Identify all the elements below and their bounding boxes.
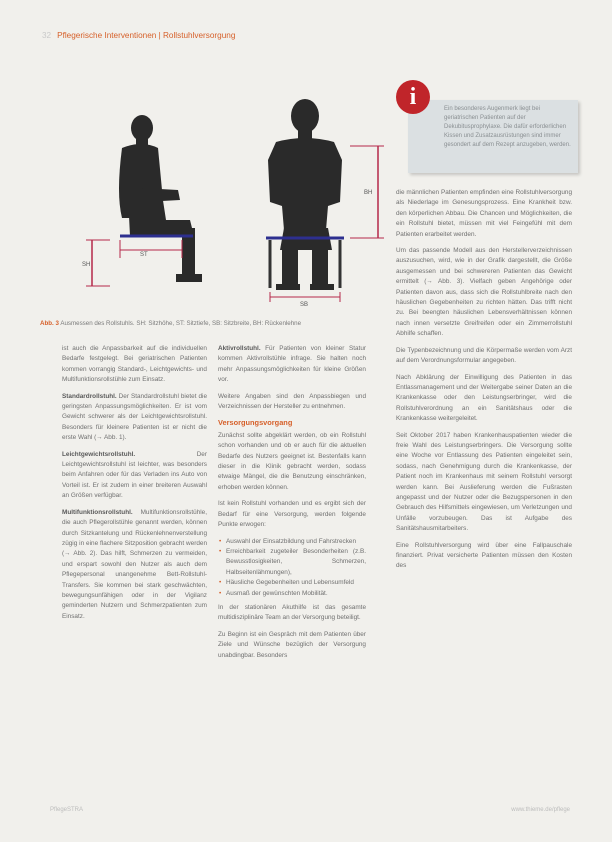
footer-website: www.thieme.de/pflege	[511, 807, 570, 813]
figure-caption	[40, 320, 390, 328]
caption-text: Ausmessen des Rollstuhls. SH: Sitzhöhe, ST: Sitztiefe, SB: Sitzbreite, BH: Rückenlehne	[60, 320, 302, 327]
section-heading: Versorgungsvorgang	[218, 418, 293, 428]
running-title: Pflegerische Interventionen | Rollstuhlversorgung	[57, 31, 236, 40]
running-header	[42, 31, 235, 40]
front-view-silhouette	[268, 99, 342, 290]
term-active: Aktivrollstuhl.	[218, 345, 261, 352]
info-box	[408, 100, 578, 173]
bullet-list	[218, 537, 366, 599]
footer-journal: PflegeSTRA	[50, 807, 84, 813]
paragraph: Leichtgewichtsrollstuhl. Der Leichtgewichtsrollstuhl ist leichter, was besonders beim Anfahren oder für das Verladen ins Auto von Vorteil ist. Er ist zudem in einer breiteren Auswahl an Größen verfügbar.	[62, 450, 207, 500]
paragraph: Nach Abklärung der Einwilligung des Patienten in das Entlassmanagement und der Weitergabe seiner Daten an die Krankenkasse oder den Leistungserbringer, wird die Rollstuhlverordnung an ein Sanitätshaus oder die Krankenkasse weitergeleitet.	[396, 373, 572, 423]
info-text: Ein besonderes Augenmerk liegt bei geriatrischen Patienten auf der Dekubitusprophylaxe. Die dafür erforderlichen Kissen und Zusatzausrüstungen sind immer gesondert auf dem Rezept anzugeben, werden.	[444, 106, 571, 149]
paragraph: Zu Beginn ist ein Gespräch mit dem Patienten über Ziele und Wünsche bezüglich der Versorgung unabdingbar. Besonders	[218, 630, 366, 659]
paragraph: Seit Oktober 2017 haben Krankenhauspatienten wieder die freie Wahl des Leistungserbringers. Die Versorgung sollte eine Woche vor Entlassung des Patienten eingeleitet sein, sodass, nach Genehmigung durch die Krankenkasse, der Patient noch im Krankenhaus mit seinem Rollstuhl versorgt werden kann. Bei Auslieferung werden die Fußrasten angepasst und der Nutzer oder die Bezugspersonen in den Gebrauch des Hilfsmittels eingewiesen, um Verletzungen und Unfälle vorzubeugen. Das ist Aufgabe des Sanitätshausmitarbeiters.	[396, 431, 572, 533]
term-light: Leichtgewichtsrollstuhl.	[62, 450, 136, 458]
paragraph: ist auch die Anpassbarkeit auf die individuellen Bedarfe festgelegt. Bei geriatrischen Patienten kommen vorrangig Standard-, Leichtgewichts- und Multifunktionsrollstühle zum Einsatz.	[62, 345, 207, 384]
paragraph: die männlichen Patienten empfinden eine Rollstuhlversorgung als Niederlage im Genesungsprozess. Eine Krankheit bzw. den körperlichen Abbau. Die Chancen und Möglichkeiten, die ein Rollstuhl bietet, müssen mit viel Feingefühl mit dem Patienten erarbeitet werden.	[396, 189, 572, 238]
caption-label: Abb. 3	[40, 320, 59, 327]
paragraph: Ist kein Rollstuhl vorhanden und es ergibt sich der Bedarf für eine Versorgung, werden folgende Punkte erwogen:	[218, 500, 366, 529]
label-bh: BH	[364, 190, 373, 196]
paragraph: Die Typenbezeichnung und die Körpermaße werden vom Arzt auf dem Verordnungsformular angegeben.	[396, 346, 572, 365]
paragraph: Eine Rollstuhlversorgung wird über eine Fallpauschale finanziert. Privat versicherte Patienten müssen den Kosten des	[396, 541, 572, 570]
text-column-2	[218, 344, 366, 667]
paragraph: Zunächst sollte abgeklärt werden, ob ein Rollstuhl schon vorhanden und ob er auch für die aktuellen Bedarfe des Nutzers geeignet ist. Bestenfalls kann dieser in die Klinik gebracht werden, sodass etwaige Mängel, die die Benutzung einschränken, erhoben werden können.	[218, 431, 366, 491]
side-view-silhouette	[119, 115, 202, 282]
label-st: ST	[140, 252, 148, 258]
term-standard: Standardrollstuhl.	[62, 392, 117, 400]
label-sh: SH	[82, 262, 91, 268]
text-column-1	[62, 344, 207, 628]
wheelchair-measurement-figure	[70, 90, 400, 310]
paragraph: Multifunktionsrollstuhl. Multifunktionsrollstühle, die auch Pflegerollstühle genannt werden, können durch Sitzkantelung und Rückenlehnenverstellung zügig in eine flachere Sitzposition gebracht werden (→ Abb. 2). Das hilft, Schmerzen zu vermeiden, und erspart sowohl den Nutzer als auch dem Pflegepersonal unangenehme Bett-Rollstuhl-Transfers. Sie kommen bei stark geschwächten, bewegungsunfähigen oder in der Vigilanz geminderten Nutzern und Schmerzpatienten zum Einsatz.	[62, 508, 207, 620]
page-number: 32	[42, 31, 52, 40]
info-icon: i	[396, 80, 430, 114]
list-item: • Häusliche Gegebenheiten und Lebensumfeld	[226, 578, 366, 588]
text-column-3	[396, 188, 572, 578]
paragraph: Aktivrollstuhl. Für Patienten von kleiner Statur kommen Aktivrollstühle infrage. Sie halten noch mehr Anpassungsmöglichkeiten für kleine Größen vor.	[218, 345, 367, 384]
label-sb: SB	[300, 302, 309, 308]
paragraph: Weitere Angaben sind den Anpassbiegen und Verzeichnissen der Hersteller zu entnehmen.	[218, 392, 366, 411]
paragraph: In der stationären Akuthilfe ist das gesamte multidisziplinäre Team an der Versorgung beteiligt.	[218, 603, 366, 622]
paragraph: Standardrollstuhl. Der Standardrollstuhl bietet die geringsten Anpassungsmöglichkeiten. Er ist vom Gewicht schwerer als der Leichtgewichtsrollstuhl. Besonders für kleinere Patienten ist er nicht die erste Wahl (→ Abb. 1).	[62, 392, 208, 442]
list-item: • Ausmaß der gewünschten Mobilität.	[226, 589, 366, 599]
paragraph: Um das passende Modell aus den Herstellerverzeichnissen auszusuchen, wird, wie in der Grafik dargestellt, die Größe ausgemessen und bei schwereren Patienten das Gewicht ermittelt (→ Abb. 3). Vielfach geben Angehörige oder Patienten davon aus, dass sich die Rollstuhlbreite nach den häuslichen Gegebenheiten zu richten hätten. Das trifft nicht zu. Bei beengten häuslichen Lebensverhältnissen können nach innen versetzte Greifreifen oder ein Zimmerrollstuhl Abhilfe schaffen.	[396, 247, 572, 338]
list-item: • Erreichbarkeit zugeteiler Besonderheiten (z.B. Bewusstlosigkeiten, Schmerzen, Halbseitenlähmungen),	[226, 547, 366, 578]
term-multi: Multifunktionsrollstuhl.	[62, 508, 133, 516]
list-item: • Auswahl der Einsatzbildung und Fahrstrecken	[226, 537, 366, 547]
